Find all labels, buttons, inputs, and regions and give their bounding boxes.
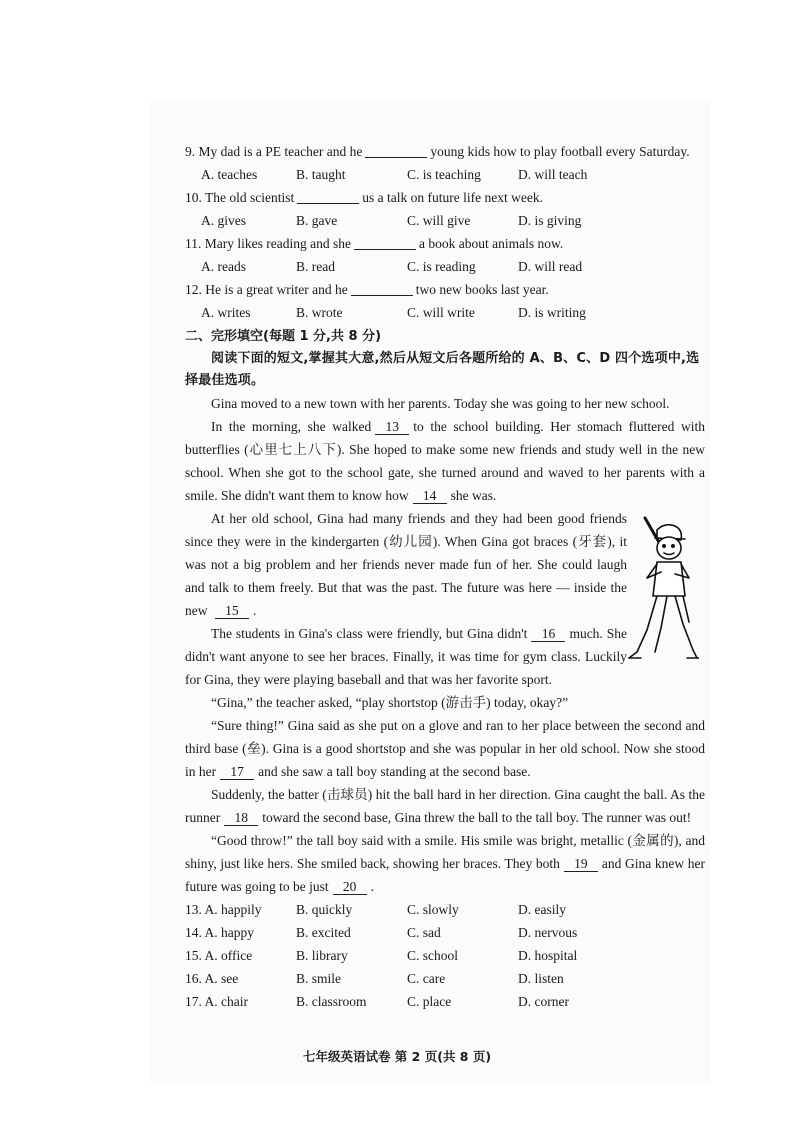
option-b: B. wrote (296, 305, 343, 320)
choice-row-17 (185, 990, 705, 1013)
choice-a: 16. A. see (185, 971, 239, 986)
question-11 (185, 232, 705, 278)
choice-a: 14. A. happy (185, 925, 254, 940)
question-stem: 11. Mary likes reading and she (185, 236, 351, 251)
choice-d: D. listen (518, 971, 564, 986)
choice-d: D. easily (518, 902, 566, 917)
choice-b: B. excited (296, 925, 351, 940)
option-b: B. taught (296, 167, 346, 182)
option-a: A. teaches (201, 167, 258, 182)
cloze-blank-20: 20 (333, 879, 367, 895)
question-stem: young kids how to play football every Saturday. (430, 144, 690, 159)
question-9 (185, 140, 705, 186)
option-d: D. will read (518, 259, 583, 274)
choice-b: B. quickly (296, 902, 353, 917)
choice-row-16 (185, 967, 705, 990)
option-row (185, 255, 705, 278)
passage-paragraph-4: The students in Gina's class were friendly, but Gina didn't 16 much. She didn't want anyone to see her braces. Finally, it was time for gym class. Luckily for Gina, they were playing baseball and that was her favorite sport. (185, 626, 627, 687)
choice-a: 17. A. chair (185, 994, 248, 1009)
answer-blank (351, 281, 413, 296)
choice-c: C. sad (407, 925, 441, 940)
passage-paragraph-5: “Gina,” the teacher asked, “play shortstop (游击手) today, okay?” (211, 695, 569, 710)
passage-paragraph-1: Gina moved to a new town with her parents. Today she was going to her new school. (211, 396, 670, 411)
question-stem: 9. My dad is a PE teacher and he (185, 144, 363, 159)
question-stem: a book about animals now. (418, 236, 564, 251)
question-10 (185, 186, 705, 232)
baseball-player-icon (627, 512, 699, 662)
choice-c: C. place (407, 994, 452, 1009)
option-c: C. is reading (407, 259, 476, 274)
choice-row-13 (185, 898, 705, 921)
answer-blank (365, 143, 427, 158)
option-row (185, 209, 705, 232)
option-b: B. read (296, 259, 335, 274)
answer-blank (354, 235, 416, 250)
choice-c: C. school (407, 948, 459, 963)
choice-a: 13. A. happily (185, 902, 262, 917)
section-title: 二、完形填空(每题 1 分,共 8 分) (185, 329, 382, 344)
cloze-blank-17: 17 (220, 764, 254, 780)
choice-c: C. care (407, 971, 446, 986)
passage-paragraph-2: In the morning, she walked 13 to the school building. Her stomach fluttered with butterflies (心里七上八下). She hoped to make some new friends and study well in the new school. When she got to the school gate, she turned around and waved to her parents with a smile. She didn't want them to know how 14 she was. (185, 419, 705, 503)
question-stem: 12. He is a great writer and he (185, 282, 348, 297)
choice-d: D. hospital (518, 948, 578, 963)
option-d: D. is writing (518, 305, 586, 320)
choice-d: D. corner (518, 994, 569, 1009)
option-b: B. gave (296, 213, 338, 228)
option-c: C. will write (407, 305, 475, 320)
option-row (185, 301, 705, 324)
choice-d: D. nervous (518, 925, 578, 940)
question-stem: 10. The old scientist (185, 190, 295, 205)
section-instruction: 阅读下面的短文,掌握其大意,然后从短文后各题所给的 A、B、C、D 四个选项中,选择最佳选项。 (185, 351, 700, 388)
passage-paragraph-8: “Good throw!” the tall boy said with a smile. His smile was bright, metallic (金属的), and shiny, just like hers. She smiled back, showing her braces. They both 19 and Gina knew her future was going to be just 20 . (185, 833, 705, 894)
option-a: A. gives (201, 213, 246, 228)
passage-paragraph-6: “Sure thing!” Gina said as she put on a glove and ran to her place between the second and third base (垒). Gina is a good shortstop and she was popular in her old school. Now she stood in her 17 and she saw a tall boy standing at the second base. (185, 718, 705, 779)
cloze-blank-15: 15 (215, 603, 249, 619)
option-row (185, 163, 705, 186)
option-c: C. is teaching (407, 167, 481, 182)
choice-row-14 (185, 921, 705, 944)
option-d: D. will teach (518, 167, 588, 182)
cloze-blank-14: 14 (413, 488, 447, 504)
choice-c: C. slowly (407, 902, 459, 917)
cloze-blank-18: 18 (224, 810, 258, 826)
passage-paragraph-3: At her old school, Gina had many friends and they had been good friends since they were in the kindergarten (幼儿园). When Gina got braces (牙套), it was not a big problem and her friends never made fun of her. She could laugh and talk to them freely. But that was the past. The future was here — inside the new 15 . (185, 511, 627, 618)
option-c: C. will give (407, 213, 471, 228)
choice-a: 15. A. office (185, 948, 253, 963)
cloze-blank-16: 16 (531, 626, 565, 642)
question-12 (185, 278, 705, 324)
question-stem: us a talk on future life next week. (362, 190, 543, 205)
option-d: D. is giving (518, 213, 582, 228)
option-a: A. reads (201, 259, 246, 274)
cloze-blank-19: 19 (564, 856, 598, 872)
answer-blank (297, 189, 359, 204)
option-a: A. writes (201, 305, 251, 320)
cloze-blank-13: 13 (375, 419, 409, 435)
passage-paragraph-7: Suddenly, the batter (击球员) hit the ball hard in her direction. Gina caught the ball. As the runner 18 toward the second base, Gina threw the ball to the tall boy. The runner was out! (185, 787, 705, 825)
question-stem: two new books last year. (415, 282, 549, 297)
page-footer: 七年级英语试卷 第 2 页(共 8 页) (302, 1049, 492, 1064)
choice-b: B. classroom (296, 994, 367, 1009)
choice-row-15 (185, 944, 705, 967)
choice-b: B. smile (296, 971, 342, 986)
choice-b: B. library (296, 948, 348, 963)
